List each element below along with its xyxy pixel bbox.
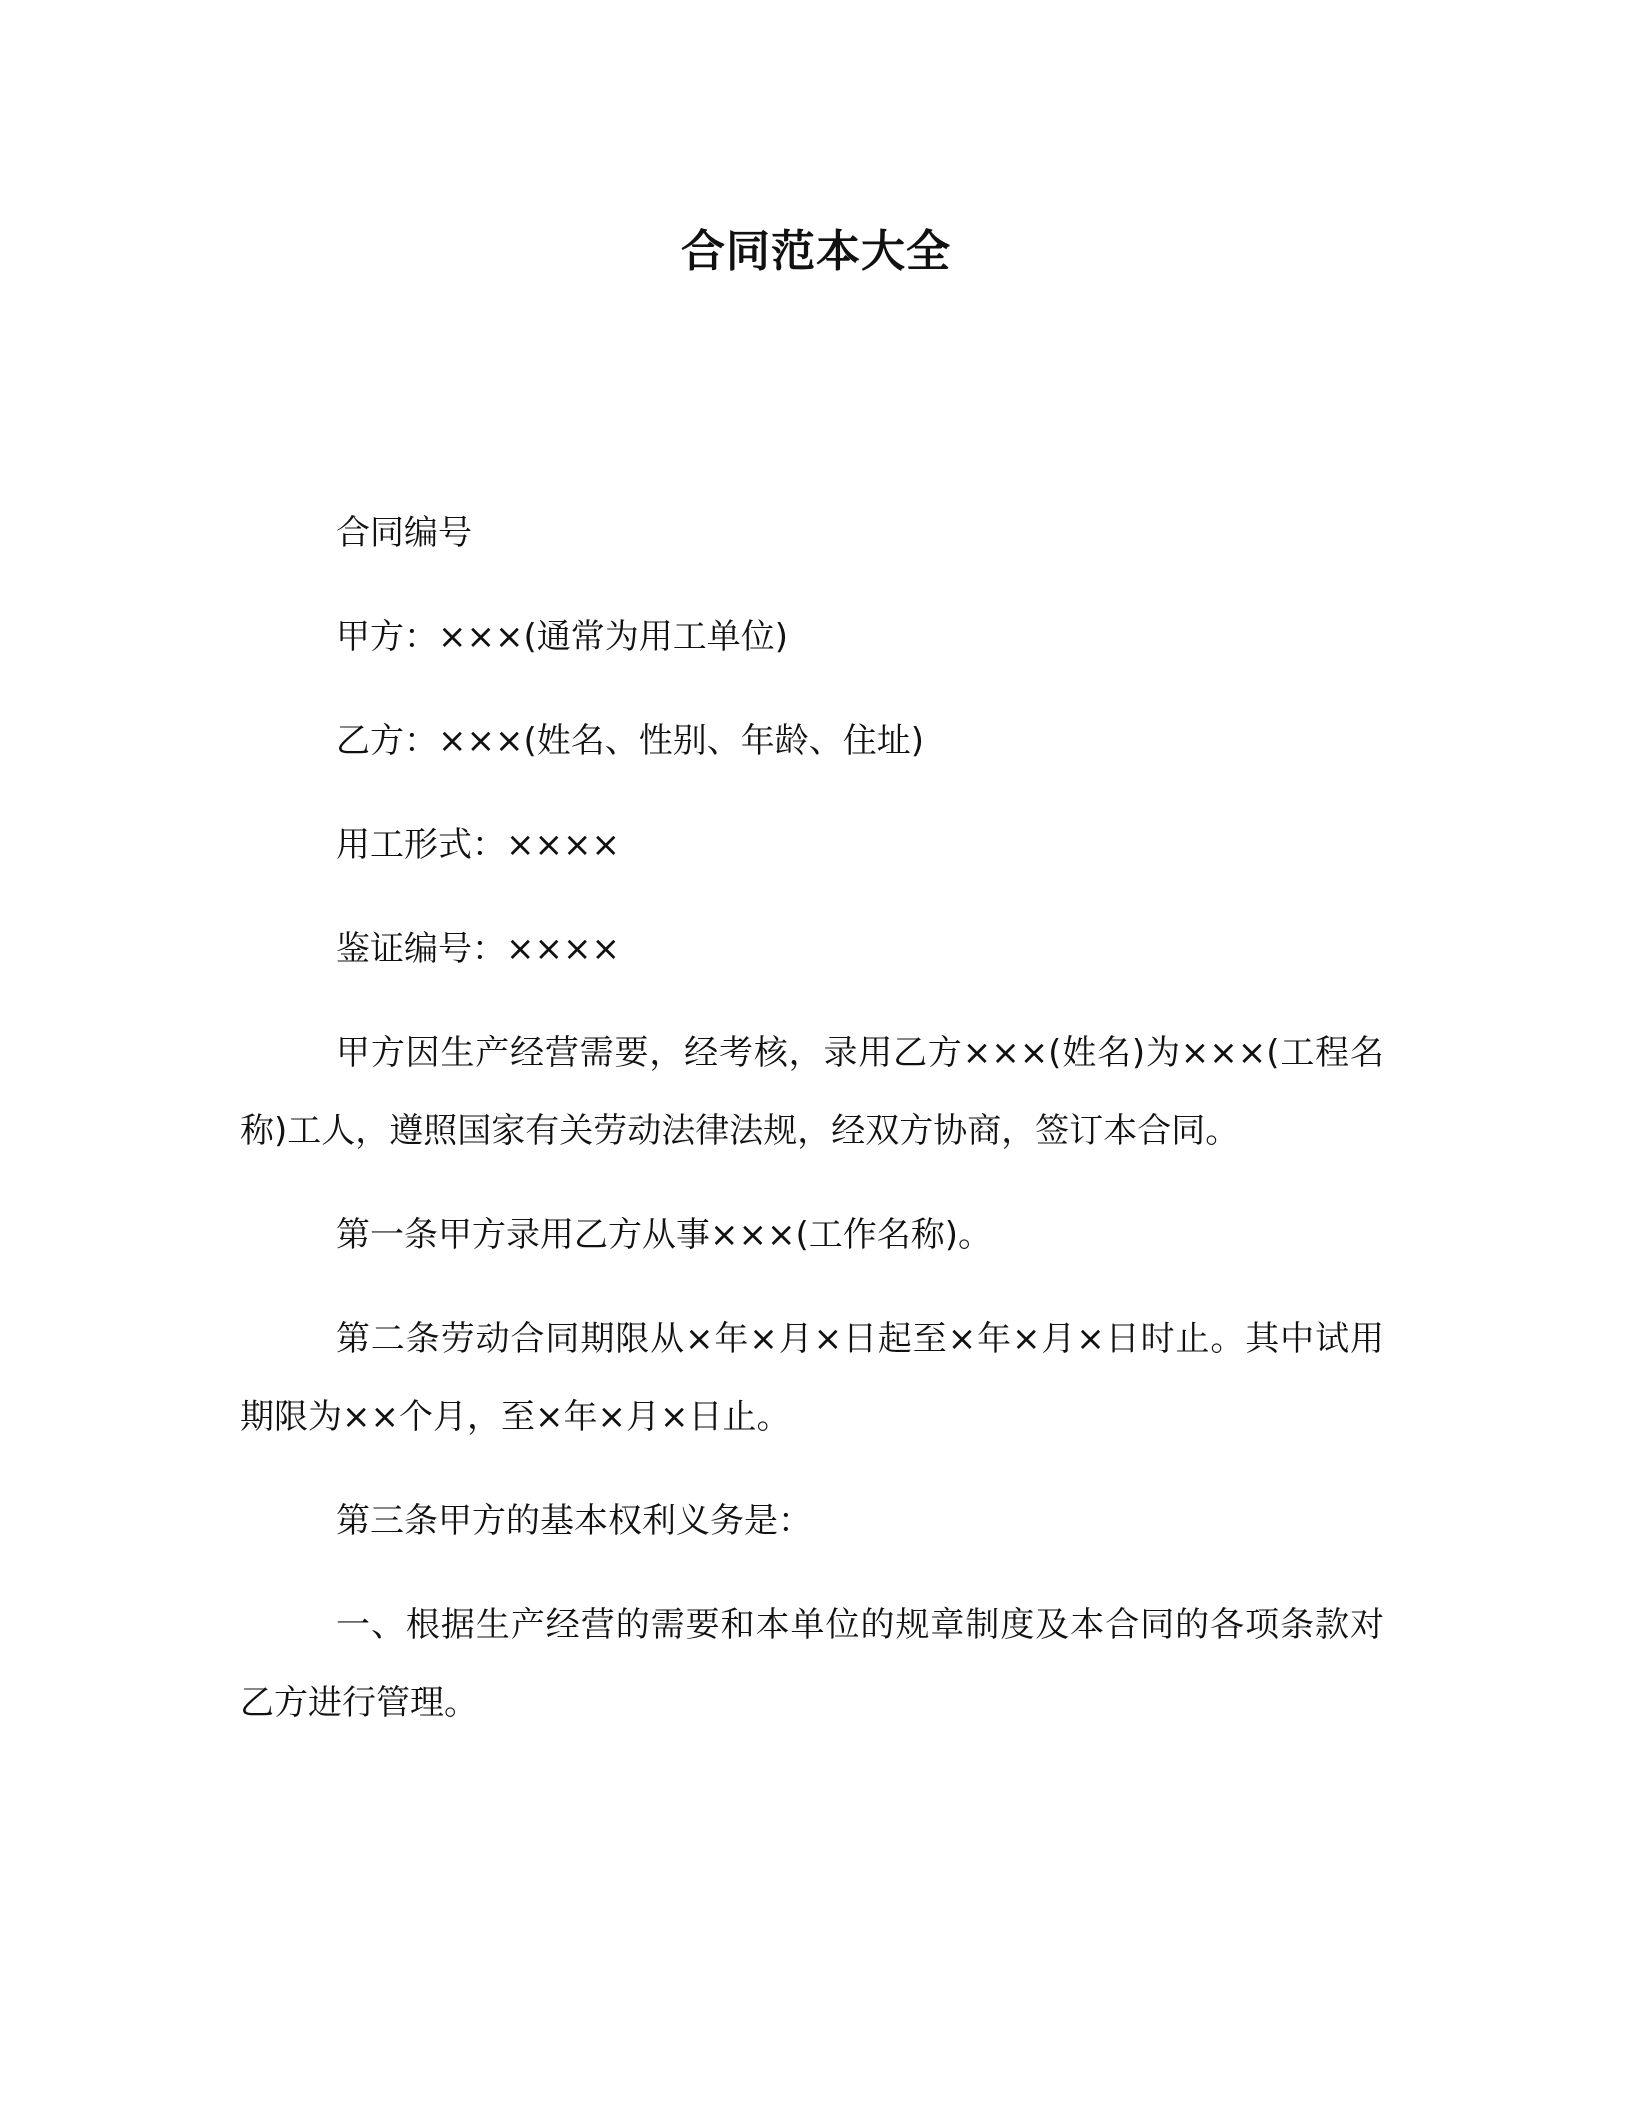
document-title: 合同范本大全 [681, 226, 951, 277]
preamble-paragraph: 甲方因生产经营需要，经考核，录用乙方×××(姓名)为×××(工程名称)工人，遵照国家有关劳动法律法规，经双方协商，签订本合同。 [240, 1033, 1384, 1151]
article-3-item-1: 一、根据生产经营的需要和本单位的规章制度及本合同的各项条款对乙方进行管理。 [240, 1605, 1384, 1723]
party-a-line: 甲方：×××(通常为用工单位) [336, 617, 788, 657]
article-2-paragraph: 第二条劳动合同期限从×年×月×日起至×年×月×日时止。其中试用期限为××个月，至×年×月×日止。 [240, 1319, 1384, 1437]
article-1-paragraph: 第一条甲方录用乙方从事×××(工作名称)。 [336, 1215, 992, 1255]
document-body [240, 494, 1384, 1768]
article-3-heading: 第三条甲方的基本权利义务是： [336, 1501, 812, 1541]
employment-form-line: 用工形式：×××× [336, 825, 620, 865]
contract-number-label: 合同编号 [336, 513, 472, 553]
verification-number-line: 鉴证编号：×××× [336, 929, 620, 969]
party-b-line: 乙方：×××(姓名、性别、年龄、住址) [336, 721, 924, 761]
